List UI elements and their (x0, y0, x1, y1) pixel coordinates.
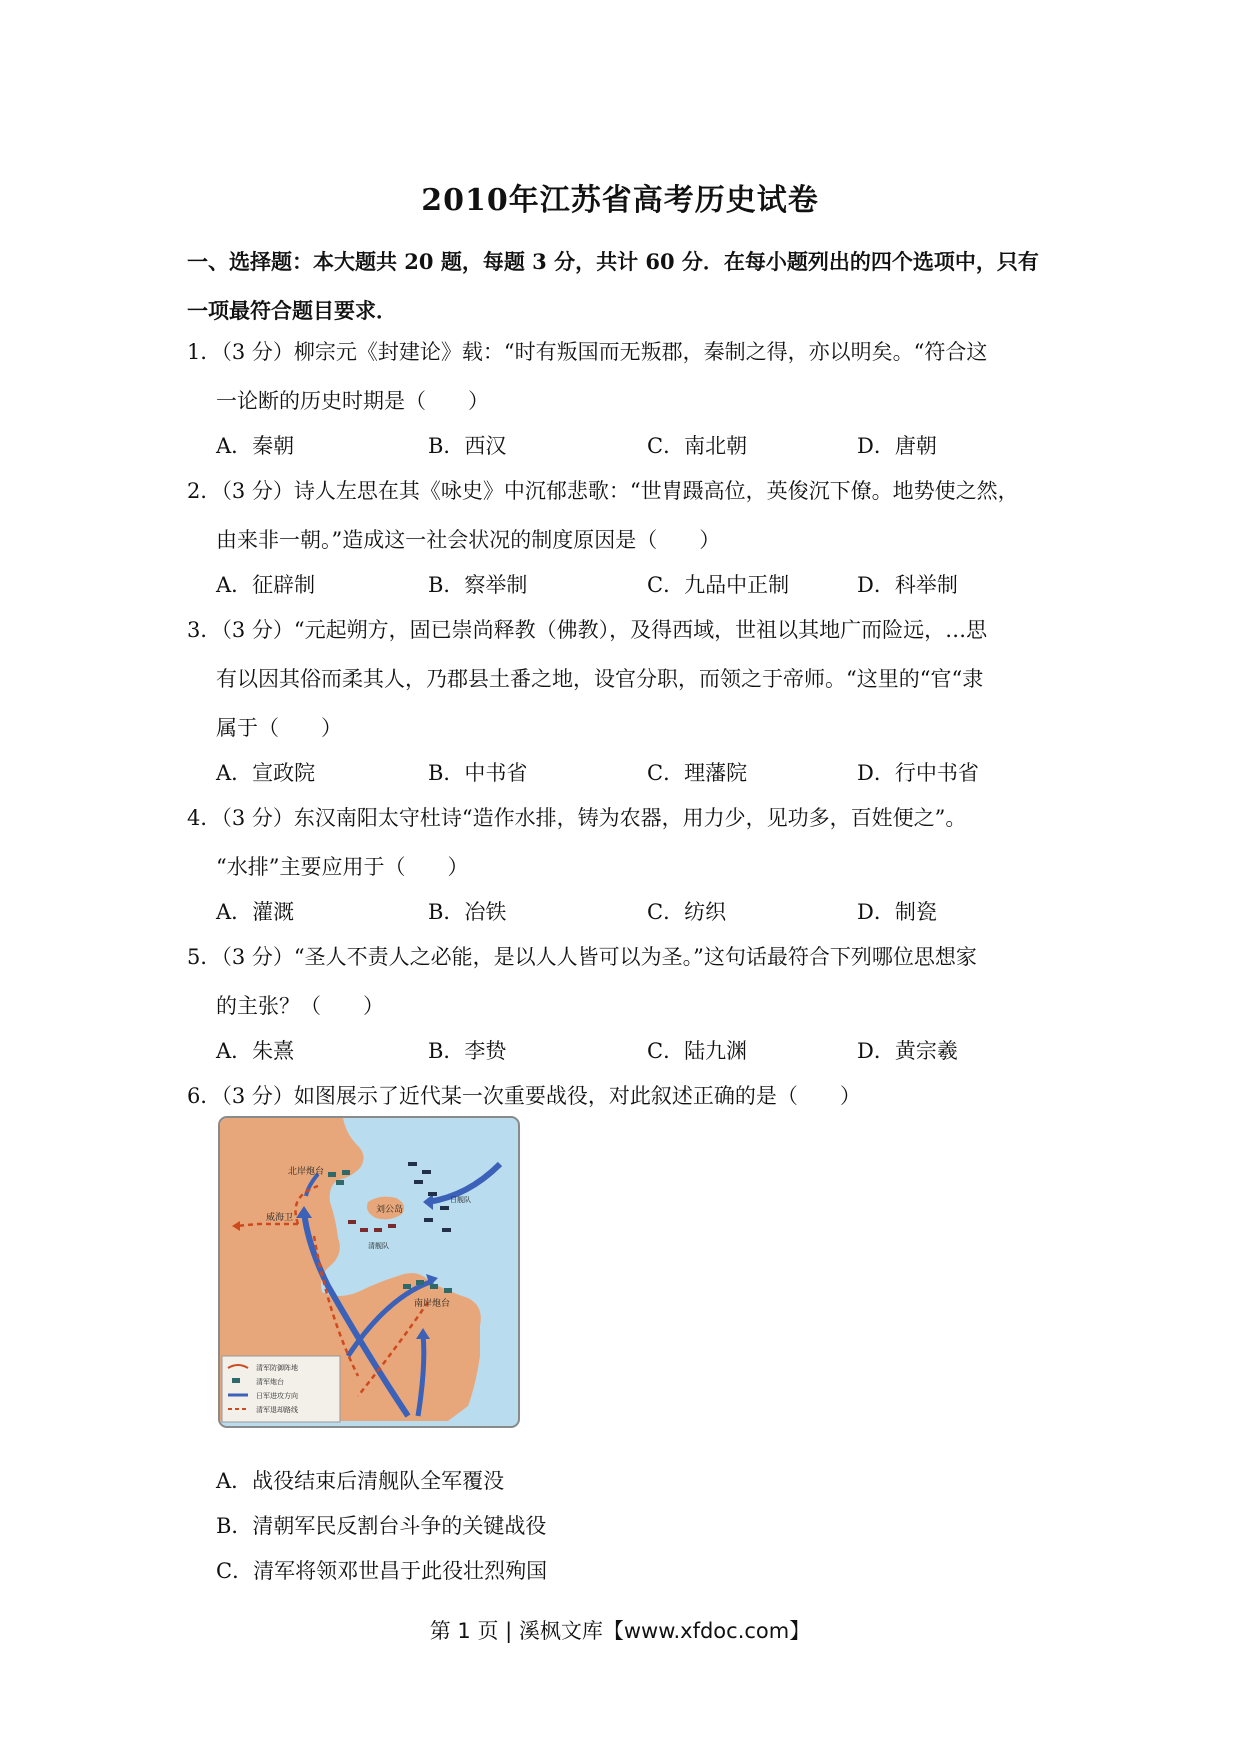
label-weihaiwei: 威海卫 (266, 1213, 294, 1223)
question-6-line1: 6．（3 分）如图展示了近代某一次重要战役，对此叙述正确的是（ ） (187, 1084, 861, 1108)
option-5c[interactable]: C．陆九渊 (647, 1039, 748, 1063)
question-2-line2: 由来非一朝。”造成这一社会状况的制度原因是（ ） (216, 528, 721, 552)
option-1b[interactable]: B．西汉 (428, 434, 507, 458)
legend-fort-icon (232, 1378, 240, 1383)
option-1c[interactable]: C．南北朝 (647, 434, 748, 458)
question-1-line2: 一论断的历史时期是（ ） (216, 389, 489, 413)
question-3-line2: 有以因其俗而柔其人，乃郡县土番之地，设官分职，而领之于帝师。“这里的“官“隶 (216, 667, 984, 691)
page-footer: 第 1 页 | 溪枫文库【www.xfdoc.com】 (429, 1619, 811, 1643)
label-qing-fleet: 清舰队 (368, 1242, 389, 1250)
question-4-line1: 4．（3 分）东汉南阳太守杜诗“造作水排，铸为农器，用力少，见功多，百姓便之”。 (187, 806, 967, 830)
option-5b[interactable]: B．李贽 (428, 1039, 507, 1063)
question-3-line3: 属于（ ） (216, 716, 342, 740)
option-2b[interactable]: B．察举制 (428, 573, 528, 597)
section-heading-line2: 一项最符合题目要求． (187, 298, 397, 323)
label-japan-fleet: 日舰队 (450, 1196, 471, 1204)
page-title: 2010年江苏省高考历史试卷 (421, 183, 819, 218)
battle-map (218, 1116, 520, 1428)
option-5a[interactable]: A．朱熹 (216, 1039, 295, 1063)
legend-defense-label: 清军防御阵地 (256, 1364, 298, 1372)
option-3d[interactable]: D．行中书省 (857, 761, 979, 785)
option-2c[interactable]: C．九品中正制 (647, 573, 790, 597)
option-4a[interactable]: A．灌溉 (216, 900, 295, 924)
label-north-fort: 北岸炮台 (288, 1167, 325, 1177)
option-2a[interactable]: A．征辟制 (216, 573, 316, 597)
option-1a[interactable]: A．秦朝 (216, 434, 295, 458)
question-4-line2: “水排”主要应用于（ ） (216, 855, 469, 879)
question-5-line1: 5．（3 分）“圣人不责人之必能，是以人人皆可以为圣。”这句话最符合下列哪位思想家 (187, 945, 977, 969)
section-heading (187, 237, 1067, 335)
section-heading-line1: 一、选择题：本大题共 20 题，每题 3 分，共计 60 分．在每小题列出的四个选项中，只有 (187, 249, 1039, 274)
option-6b[interactable]: B．清朝军民反割台斗争的关键战役 (216, 1514, 547, 1538)
legend-fort-label: 清军炮台 (256, 1378, 284, 1386)
option-3a[interactable]: A．宣政院 (216, 761, 316, 785)
option-2d[interactable]: D．科举制 (857, 573, 958, 597)
option-6a[interactable]: A．战役结束后清舰队全军覆没 (216, 1469, 505, 1493)
option-1d[interactable]: D．唐朝 (857, 434, 937, 458)
option-3c[interactable]: C．理藩院 (647, 761, 748, 785)
question-1-line1: 1．（3 分）柳宗元《封建论》载：“时有叛国而无叛郡，秦制之得，亦以明矣。“符合这 (187, 340, 988, 364)
option-4c[interactable]: C．纺织 (647, 900, 727, 924)
label-liugong: 刘公岛 (376, 1205, 404, 1215)
question-2-line1: 2．（3 分）诗人左思在其《咏史》中沉郁悲歌：“世胄蹑高位，英俊沉下僚。地势使之然， (187, 479, 1019, 503)
option-3b[interactable]: B．中书省 (428, 761, 528, 785)
option-4b[interactable]: B．冶铁 (428, 900, 507, 924)
option-6c[interactable]: C．清军将领邓世昌于此役壮烈殉国 (216, 1559, 548, 1583)
option-4d[interactable]: D．制瓷 (857, 900, 937, 924)
question-3-line1: 3．（3 分）“元起朔方，固已崇尚释教（佛教），及得西域，世祖以其地广而险远，…思 (187, 618, 988, 642)
label-south-fort: 南岸炮台 (414, 1299, 451, 1309)
legend-attack-label: 日军进攻方向 (256, 1392, 298, 1400)
option-5d[interactable]: D．黄宗羲 (857, 1039, 958, 1063)
legend-retreat-label: 清军退却路线 (256, 1406, 298, 1414)
question-5-line2: 的主张？（ ） (216, 994, 384, 1018)
